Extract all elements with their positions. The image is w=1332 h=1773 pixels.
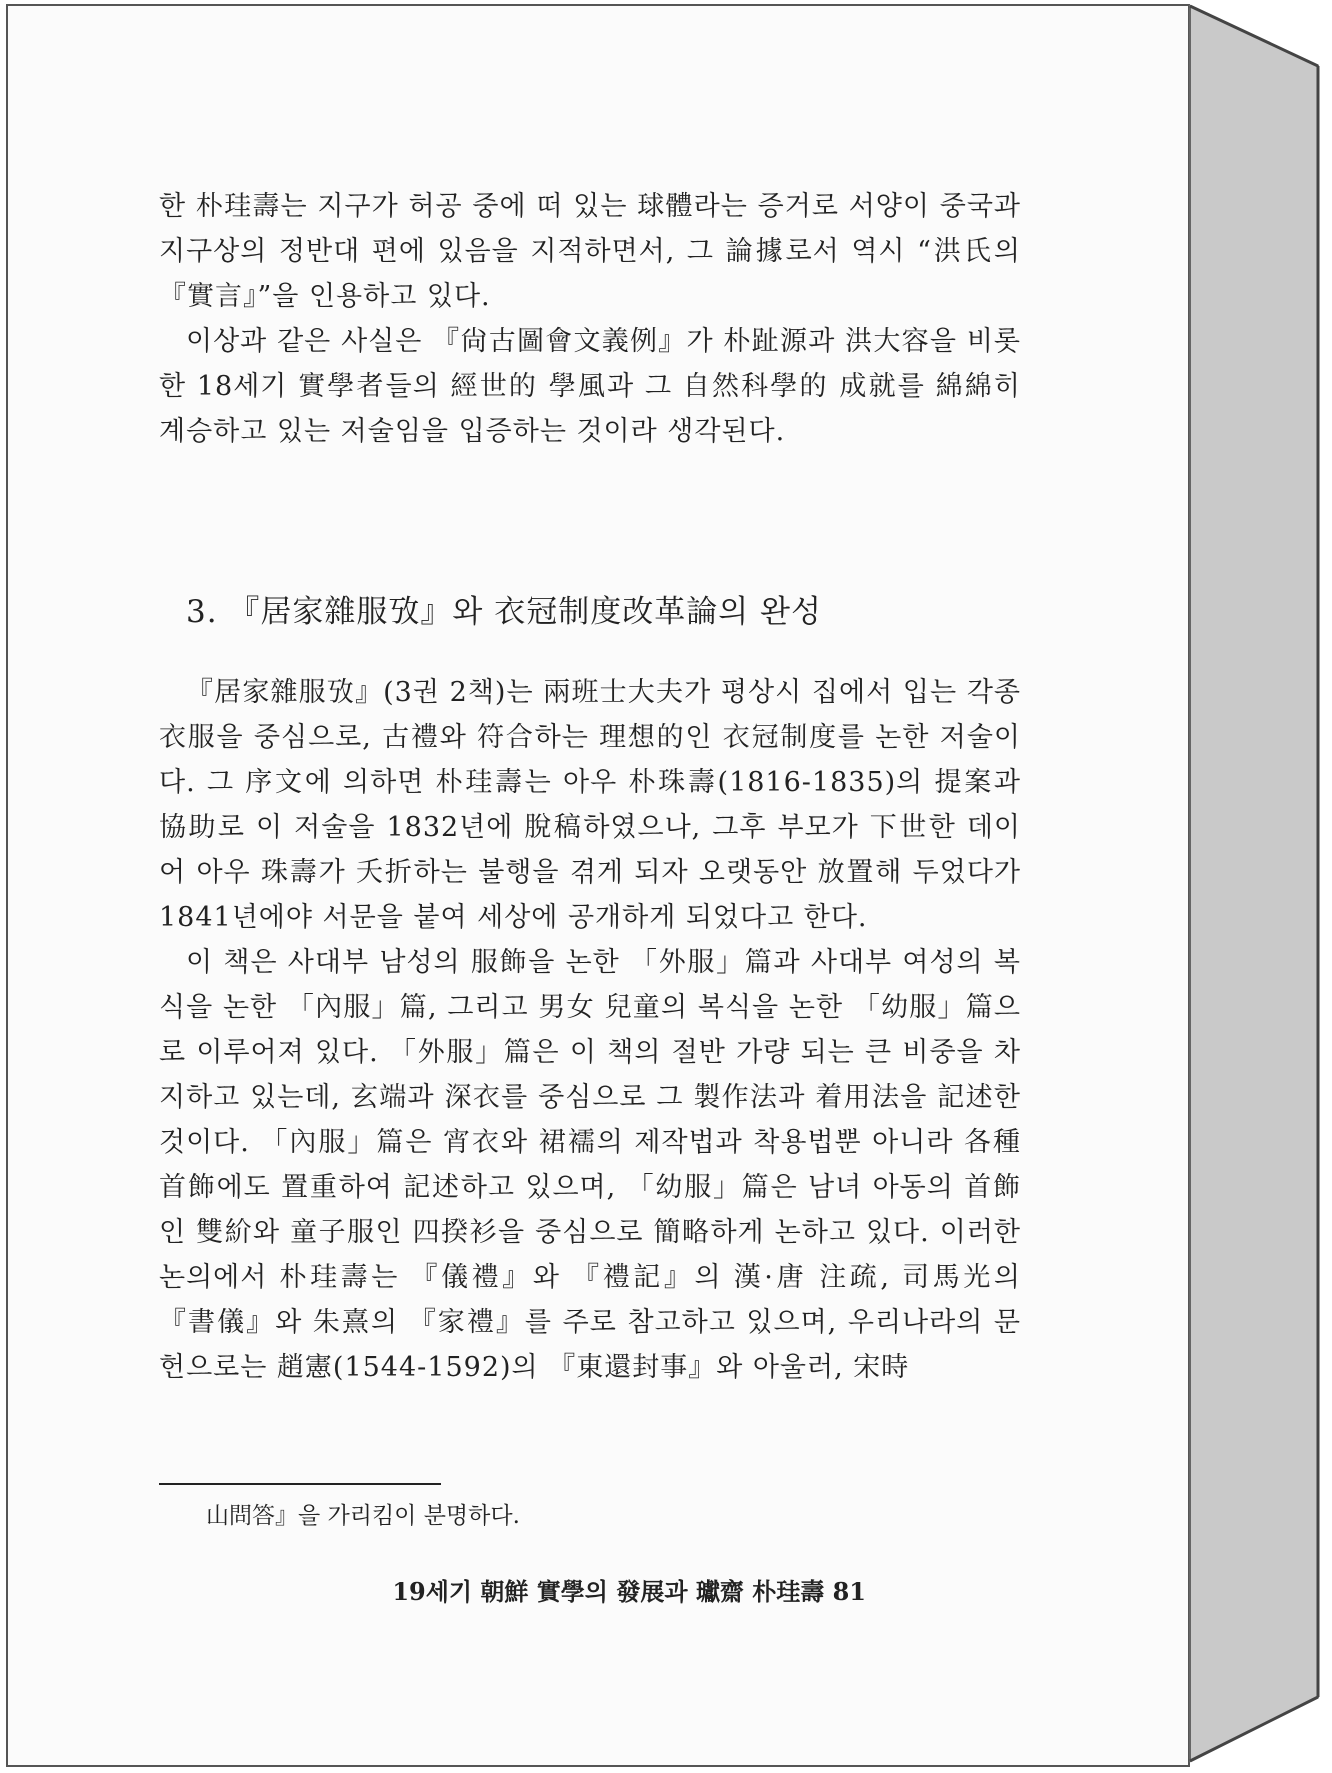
section-heading: 3. 『居家雜服攷』와 衣冠制度改革論의 완성	[186, 594, 822, 630]
paragraph-silhak-legacy: 이상과 같은 사실은 『尙古圖會文義例』가 朴趾源과 洪大容을 비롯한 18세기 實學者들의 經世的 學風과 그 自然科學的 成就를 綿綿히 계승하고 있는 저술임을 입증하는 것이라 생각된다.	[159, 326, 1021, 447]
running-footer-title: 19세기 朝鮮 實學의 發展과 瓛齋 朴珪壽	[392, 1577, 825, 1606]
paragraph-book-intro: 『居家雜服攷』(3권 2책)는 兩班士大夫가 평상시 집에서 입는 각종 衣服을 중심으로, 古禮와 符合하는 理想的인 衣冠制度를 논한 저술이다. 그 序文에 의하면 朴珪壽는 아우 朴珠壽(1816-1835)의 提案과 協助로 이 저술을 1832년에 脫稿하였으나, 그후 부모가 下世한 데이어 아우 珠壽가 夭折하는 불행을 겪게 되자 오랫동안 放置해 두었다가 1841년에야 서문을 붙여 세상에 공개하게 되었다고 한다.	[159, 677, 1021, 933]
page-number: 81	[832, 1577, 866, 1606]
paragraph-celestial-globe: 한 朴珪壽는 지구가 허공 중에 떠 있는 球體라는 증거로 서양이 중국과 지구상의 정반대 편에 있음을 지적하면서, 그 論據로서 역시 “洪氏의 『實言』”을 인용하고 있다.	[159, 191, 1021, 312]
paragraph-book-structure: 이 책은 사대부 남성의 服飾을 논한 「外服」篇과 사대부 여성의 복식을 논한 「內服」篇, 그리고 男女 兒童의 복식을 논한 「幼服」篇으로 이루어져 있다. 「外服」篇은 이 책의 절반 가량 되는 큰 비중을 차지하고 있는데, 玄端과 深衣를 중심으로 그 製作法과 着用法을 記述한 것이다. 「內服」篇은 宵衣와 裙襦의 제작법과 착용법뿐 아니라 各種 首飾에도 置重하여 記述하고 있으며, 「幼服」篇은 남녀 아동의 首飾인 雙紒와 童子服인 四揆衫을 중심으로 簡略하게 논하고 있다. 이러한 논의에서 朴珪壽는 『儀禮』와 『禮記』의 漢·唐 注疏, 司馬光의 『書儀』와 朱熹의 『家禮』를 주로 참고하고 있으며, 우리나라의 문헌으로는 趙憲(1544-1592)의 『東還封事』와 아울러, 宋時	[159, 947, 1021, 1383]
footnote-text: 山問答』을 가리킴이 분명하다.	[206, 1503, 520, 1529]
page-edge-shading	[1190, 6, 1318, 1761]
